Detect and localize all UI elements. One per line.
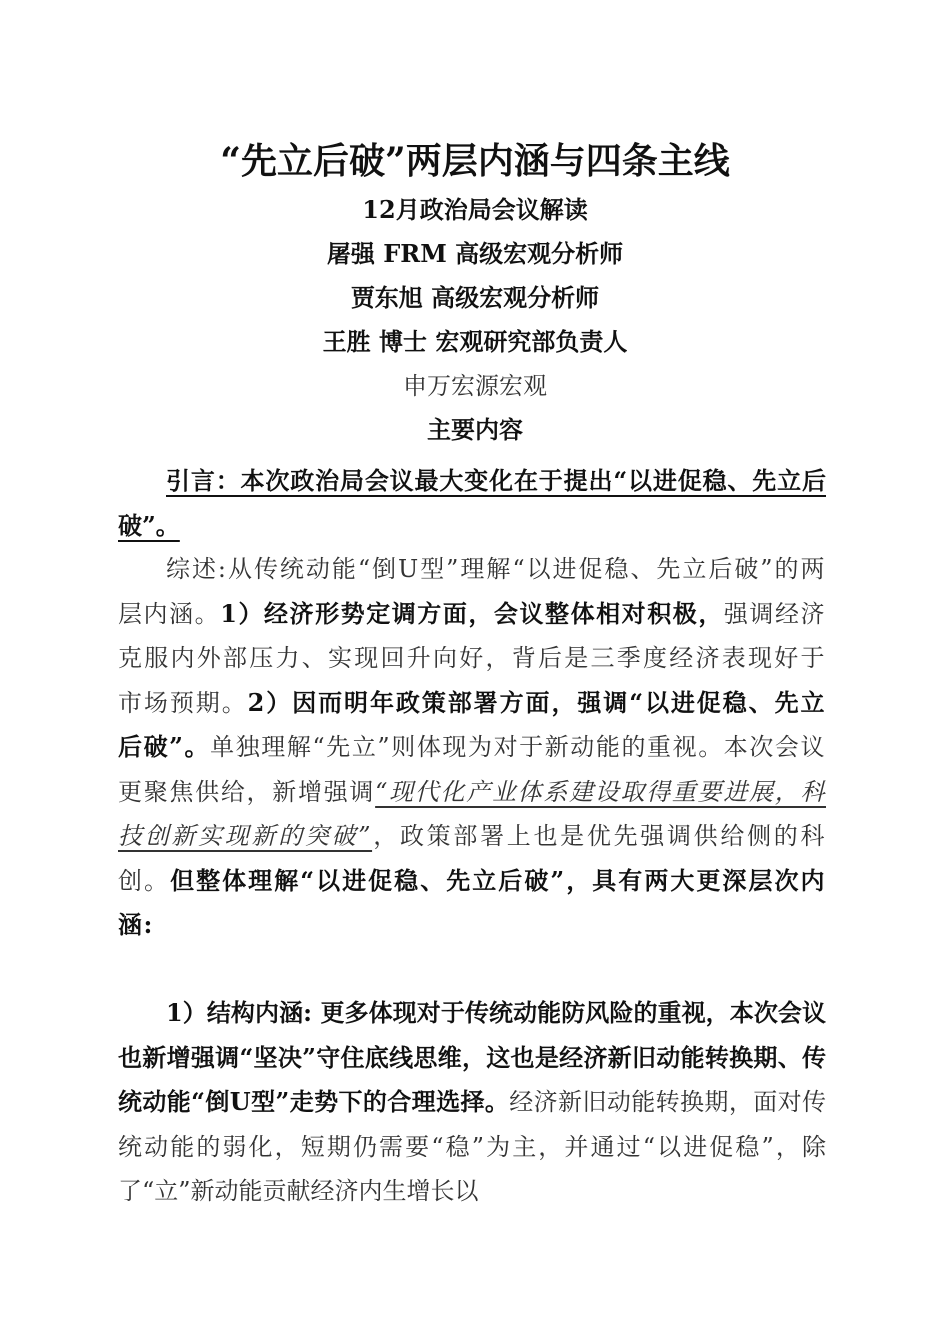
document-title: “先立后破”两层内涵与四条主线: [220, 140, 730, 182]
paragraph-text: 综述:从传统动能“倒U型”理解“以进促稳、先立后破”的两层内涵。: [118, 555, 826, 628]
author-line: 屠强 FRM 高级宏观分析师: [326, 239, 624, 268]
paragraph-text: 单独理解“先立”则体现为对于新动能的重视。本次会议更聚焦供给，新增强调: [118, 733, 826, 806]
paragraph-text: 强调经济克服内外部压力、实现回升向好，背后是三季度经济表现好于市场预期。: [118, 599, 827, 717]
summary-heading: 主要内容: [427, 415, 523, 444]
intro-paragraph: [118, 459, 826, 548]
paragraph-text: ，政策部署上也是优先强调供给侧的科创。: [118, 822, 826, 895]
overview-paragraph: [118, 547, 826, 948]
author-line: 王胜 博士 宏观研究部负责人: [322, 327, 628, 356]
bold-text: 1）结构内涵: 更多体现对于传统动能防风险的重视，本次会议也新增强调“坚决”守住底线思维，这也是经济新旧动能转换期、传统动能“倒U型”走势下的合理选择。: [118, 998, 826, 1116]
author-line: 贾东旭 高级宏观分析师: [350, 283, 600, 312]
quoted-text: “现代化产业体系建设取得重要进展，科技创新实现新的突破”: [118, 777, 826, 850]
bold-text: 1）经济形势定调方面，会议整体相对积极，: [220, 598, 724, 628]
bold-text: 但整体理解“以进促稳、先立后破”，具有两大更深层次内涵:: [118, 865, 827, 939]
paragraph-text: 经济新旧动能转换期，面对传统动能的弱化，短期仍需要“稳”为主，并通过“以进促稳”，除了“立”新动能贡献经济内生增长以: [118, 1088, 827, 1205]
organization-name: 申万宏源宏观: [403, 372, 547, 400]
structure-paragraph: [118, 991, 826, 1214]
document-subtitle: 12月政治局会议解读: [362, 195, 588, 224]
bold-text: 2）因而明年政策部署方面，强调“以进促稳、先立后破”。: [118, 687, 827, 761]
intro-text: 引言：本次政治局会议最大变化在于提出“以进促稳、先立后破”。: [118, 466, 826, 540]
